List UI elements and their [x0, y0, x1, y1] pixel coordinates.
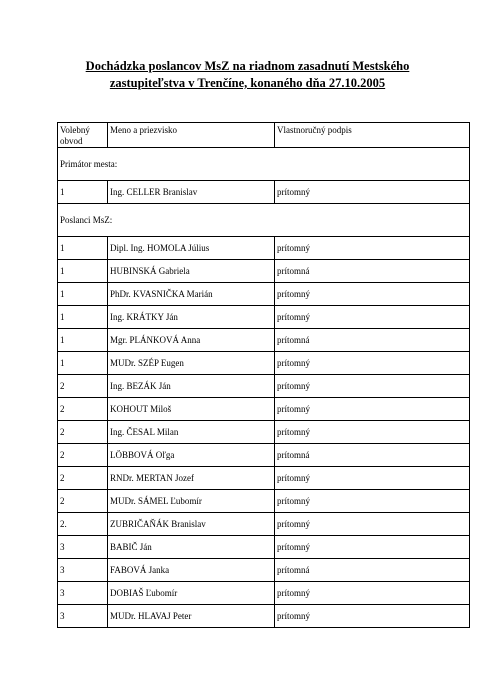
- title-line-1: Dochádzka poslancov MsZ na riadnom zasadnutí Mestského: [85, 59, 410, 73]
- section-row-members: [58, 204, 470, 237]
- table-row: [58, 444, 470, 467]
- table-row: [58, 536, 470, 559]
- cell-district: 2: [58, 421, 108, 444]
- cell-name: LÖBBOVÁ Oľga: [108, 444, 275, 467]
- cell-district: 3: [58, 605, 108, 628]
- cell-name: PhDr. KVASNIČKA Marián: [108, 283, 275, 306]
- cell-signature: prítomný: [275, 181, 470, 204]
- table-row-mayor: [58, 181, 470, 204]
- header-district-line-2: obvod: [60, 136, 83, 146]
- table-row: [58, 237, 470, 260]
- cell-district: 3: [58, 536, 108, 559]
- cell-name: HUBINSKÁ Gabriela: [108, 260, 275, 283]
- cell-signature: prítomný: [275, 352, 470, 375]
- cell-signature: prítomný: [275, 467, 470, 490]
- table-row: [58, 260, 470, 283]
- cell-district: 1: [58, 306, 108, 329]
- cell-signature: prítomný: [275, 490, 470, 513]
- cell-name: MUDr. SÁMEL Ľubomír: [108, 490, 275, 513]
- title-line-2: zastupiteľstva v Trenčíne, konaného dňa 27.10.2005: [109, 76, 386, 90]
- table-row: [58, 421, 470, 444]
- table-row: [58, 375, 470, 398]
- table-row: [58, 559, 470, 582]
- cell-signature: prítomný: [275, 306, 470, 329]
- table-row: [58, 490, 470, 513]
- cell-signature: prítomný: [275, 582, 470, 605]
- section-mayor-label: Primátor mesta:: [58, 148, 470, 181]
- cell-district: 1: [58, 237, 108, 260]
- cell-name: MUDr. HLAVAJ Peter: [108, 605, 275, 628]
- table-row: [58, 329, 470, 352]
- cell-district: 2: [58, 444, 108, 467]
- cell-name: Ing. BEZÁK Ján: [108, 375, 275, 398]
- table-header-row: [58, 123, 470, 148]
- cell-district: 2: [58, 398, 108, 421]
- cell-signature: prítomná: [275, 444, 470, 467]
- cell-signature: prítomná: [275, 329, 470, 352]
- cell-district: 1: [58, 260, 108, 283]
- cell-name: Mgr. PLÁNKOVÁ Anna: [108, 329, 275, 352]
- table-row: [58, 605, 470, 628]
- table-row: [58, 306, 470, 329]
- cell-district: 2: [58, 490, 108, 513]
- cell-name: FABOVÁ Janka: [108, 559, 275, 582]
- cell-district: 1: [58, 283, 108, 306]
- cell-signature: prítomný: [275, 375, 470, 398]
- header-signature: Vlastnoručný podpis: [275, 123, 470, 148]
- cell-district: 3: [58, 582, 108, 605]
- cell-signature: prítomný: [275, 283, 470, 306]
- cell-district: 2: [58, 467, 108, 490]
- cell-name: DOBIAŠ Ľubomír: [108, 582, 275, 605]
- section-members-label: Poslanci MsZ:: [58, 204, 470, 237]
- cell-name: Ing. KRÁTKY Ján: [108, 306, 275, 329]
- table-row: [58, 467, 470, 490]
- cell-name: ZUBRIČAŇÁK Branislav: [108, 513, 275, 536]
- cell-signature: prítomná: [275, 559, 470, 582]
- cell-signature: prítomný: [275, 605, 470, 628]
- attendance-table: [57, 122, 470, 628]
- cell-name: Ing. CELLER Branislav: [108, 181, 275, 204]
- table-row: [58, 352, 470, 375]
- document-title: [0, 58, 495, 92]
- cell-name: BABIČ Ján: [108, 536, 275, 559]
- cell-signature: prítomný: [275, 513, 470, 536]
- cell-name: Ing. ČESAL Milan: [108, 421, 275, 444]
- cell-name: Dipl. Ing. HOMOLA Július: [108, 237, 275, 260]
- header-name: Meno a priezvisko: [108, 123, 275, 148]
- header-district-line-1: Volebný: [60, 125, 90, 135]
- header-district: [58, 123, 108, 148]
- table-row: [58, 513, 470, 536]
- cell-name: MUDr. SZÉP Eugen: [108, 352, 275, 375]
- cell-name: RNDr. MERTAN Jozef: [108, 467, 275, 490]
- cell-name: KOHOUT Miloš: [108, 398, 275, 421]
- table-row: [58, 582, 470, 605]
- cell-district: 2.: [58, 513, 108, 536]
- table-row: [58, 398, 470, 421]
- cell-district: 1: [58, 352, 108, 375]
- table-row: [58, 283, 470, 306]
- cell-district: 2: [58, 375, 108, 398]
- cell-district: 3: [58, 559, 108, 582]
- cell-district: 1: [58, 329, 108, 352]
- cell-district: 1: [58, 181, 108, 204]
- cell-signature: prítomný: [275, 421, 470, 444]
- section-row-mayor: [58, 148, 470, 181]
- cell-signature: prítomný: [275, 237, 470, 260]
- cell-signature: prítomný: [275, 398, 470, 421]
- cell-signature: prítomná: [275, 260, 470, 283]
- cell-signature: prítomný: [275, 536, 470, 559]
